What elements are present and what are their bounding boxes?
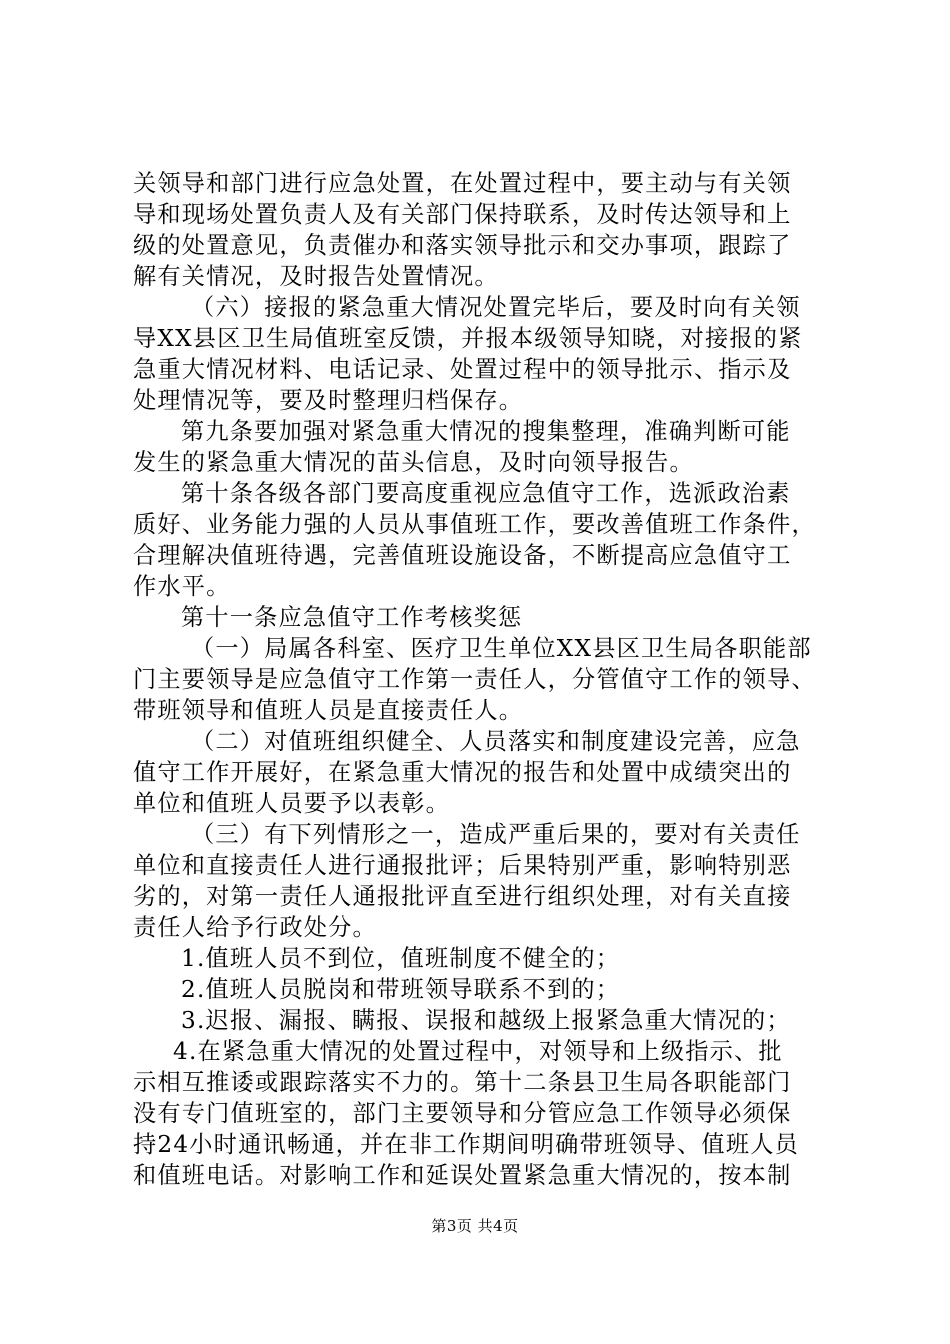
text-line: 级的处置意见，负责催办和落实领导批示和交办事项，跟踪了 — [133, 232, 792, 259]
text-line: 示相互推诿或跟踪落实不力的。第十二条县卫生局各职能部门 — [133, 1069, 792, 1096]
text-line: 门主要领导是应急值守工作第一责任人，分管值守工作的领导、 — [133, 666, 816, 693]
text-line: 导和现场处置负责人及有关部门保持联系，及时传达领导和上 — [133, 201, 792, 228]
text-line: 没有专门值班室的，部门主要领导和分管应急工作领导必须保 — [133, 1100, 792, 1127]
text-line: 合理解决值班待遇，完善值班设施设备，不断提高应急值守工 — [133, 542, 792, 569]
text-line: 处理情况等，要及时整理归档保存。 — [133, 387, 524, 414]
list-item: 2.值班人员脱岗和带班领导联系不到的； — [181, 976, 621, 1003]
section-heading: 第十一条应急值守工作考核奖惩 — [181, 604, 523, 631]
text-line: 发生的紧急重大情况的苗头信息，及时向领导报告。 — [133, 449, 694, 476]
text-line: 劣的，对第一责任人通报批评直至进行组织处理，对有关直接 — [133, 883, 792, 910]
paragraph-start-line: 第十条各级各部门要高度重视应急值守工作，选派政治素 — [181, 480, 791, 507]
paragraph-start-line: （六）接报的紧急重大情况处置完毕后，要及时向有关领 — [191, 294, 801, 321]
list-item: 3.迟报、漏报、瞒报、误报和越级上报紧急重大情况的； — [181, 1007, 791, 1034]
text-line: 单位和值班人员要予以表彰。 — [133, 790, 451, 817]
paragraph-start-line: （三）有下列情形之一，造成严重后果的，要对有关责任 — [191, 821, 801, 848]
text-line: 质好、业务能力强的人员从事值班工作，要改善值班工作条件， — [133, 511, 816, 538]
text-line: 导XX县区卫生局值班室反馈，并报本级领导知晓，对接报的紧 — [133, 325, 803, 352]
page-number-footer: 第3页 共4页 — [431, 1217, 519, 1235]
text-line: 带班领导和值班人员是直接责任人。 — [133, 697, 524, 724]
text-line: 责任人给予行政处分。 — [133, 914, 377, 941]
paragraph-start-line: （二）对值班组织健全、人员落实和制度建设完善，应急 — [191, 728, 801, 755]
text-line: 关领导和部门进行应急处置，在处置过程中，要主动与有关领 — [133, 170, 792, 197]
paragraph-start-line: （一）局属各科室、医疗卫生单位XX县区卫生局各职能部 — [191, 635, 812, 662]
paragraph-start-line: 第九条要加强对紧急重大情况的搜集整理，准确判断可能 — [181, 418, 791, 445]
document-body — [133, 168, 833, 1191]
text-line: 急重大情况材料、电话记录、处置过程中的领导批示、指示及 — [133, 356, 792, 383]
text-line: 和值班电话。对影响工作和延误处置紧急重大情况的，按本制 — [133, 1162, 792, 1189]
text-line: 单位和直接责任人进行通报批评；后果特别严重，影响特别恶 — [133, 852, 792, 879]
list-item: 1.值班人员不到位，值班制度不健全的； — [181, 945, 621, 972]
text-line: 作水平。 — [133, 573, 231, 600]
text-line: 值守工作开展好，在紧急重大情况的报告和处置中成绩突出的 — [133, 759, 792, 786]
text-line: 解有关情况，及时报告处置情况。 — [133, 263, 499, 290]
list-item: 4.在紧急重大情况的处置过程中，对领导和上级指示、批 — [173, 1038, 783, 1065]
text-line: 持24小时通讯畅通，并在非工作期间明确带班领导、值班人员 — [133, 1131, 799, 1158]
